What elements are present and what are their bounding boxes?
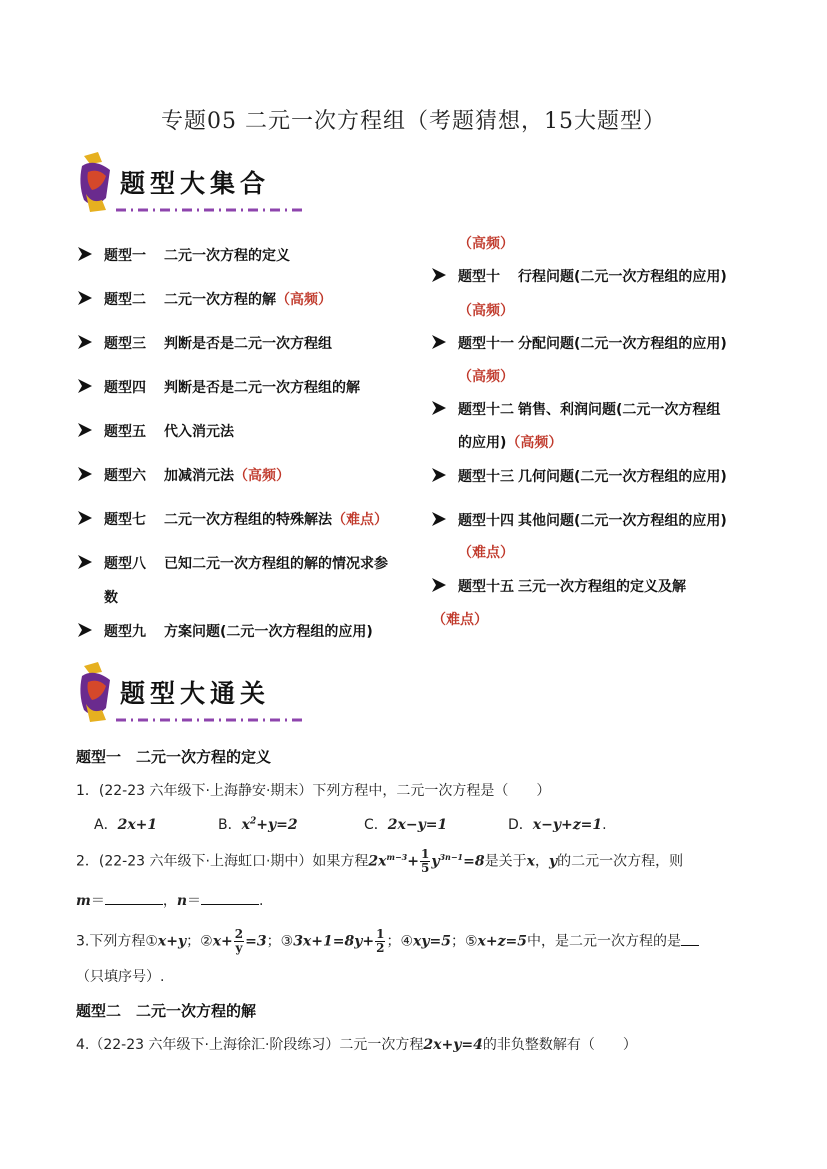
toc-name-text: 销售、利润问题(二元一次方程组 <box>518 402 721 418</box>
toc-item-wrap: 数 <box>104 590 118 606</box>
arrow-bullet-icon <box>76 289 94 307</box>
toc-label: 题型九 <box>104 624 146 640</box>
q2-prefix: 2．(22-23 六年级下·上海虹口·期中）如果方程 <box>76 853 369 870</box>
eq-term: 2x+y=4 <box>423 1037 483 1053</box>
denominator: y <box>235 941 243 955</box>
arrow-bullet-icon <box>76 553 94 571</box>
toc-label: 题型七 <box>104 512 146 528</box>
banner-title: 题型大通关 <box>120 679 271 708</box>
eq-term: =8 <box>463 853 485 870</box>
eq-sign: ＝ <box>90 893 105 909</box>
eq-term: 3x+1=8y+ <box>293 933 375 950</box>
q1-option-b <box>218 814 298 834</box>
section-heading: 题型二 二元一次方程的解 <box>76 1002 257 1020</box>
q4-text: 4.（22-23 六年级下·上海徐汇·阶段练习）二元一次方程 <box>76 1037 424 1053</box>
question-2-blanks <box>76 890 263 910</box>
option-expression: x−y+z=1 <box>532 817 603 833</box>
toc-name <box>164 621 373 641</box>
section-banner-collection <box>76 150 306 216</box>
toc-label: 题型十三 <box>458 469 514 485</box>
toc-name <box>518 510 727 530</box>
q4-text: 的非负整数解有（ ） <box>482 1037 637 1053</box>
answer-blank[interactable] <box>681 933 699 946</box>
period: . <box>259 893 264 909</box>
option-label: D． <box>508 817 533 833</box>
period: . <box>602 817 607 833</box>
toc-name-text: 已知二元一次方程组的解的情况求参 <box>164 556 388 572</box>
toc-name-text: 判断是否是二元一次方程组 <box>164 336 332 352</box>
toc-name-text: 的应用) <box>458 435 507 451</box>
variable: y <box>548 853 558 870</box>
arrow-bullet-icon <box>430 333 448 351</box>
toc-name <box>164 421 234 441</box>
question-3-line2: （只填序号）. <box>76 969 165 985</box>
eq-term: + <box>407 853 419 870</box>
toc-label: 题型十 <box>458 269 500 285</box>
toc-name-text: 二元一次方程组的特殊解法 <box>164 512 332 528</box>
q1-option-a <box>94 814 157 834</box>
toc-name-text: 行程问题(二元一次方程组的应用) <box>518 269 727 285</box>
arrow-bullet-icon <box>430 510 448 528</box>
toc-label: 题型一 <box>104 248 146 264</box>
separator: ； <box>266 933 281 950</box>
question-4 <box>76 1034 637 1054</box>
frequency-tag: （高频） <box>458 236 514 252</box>
eq-term: =3 <box>245 933 267 950</box>
option-label: B． <box>218 817 242 833</box>
option-expression: 2x+1 <box>117 817 158 833</box>
frequency-tag: （高频） <box>506 435 563 451</box>
circled-number: ② <box>200 933 213 950</box>
arrow-bullet-icon <box>430 399 448 417</box>
toc-name <box>164 553 388 573</box>
numerator: 1 <box>376 927 385 941</box>
frequency-tag: （难点） <box>432 612 488 628</box>
variable: n <box>176 893 188 909</box>
arrow-bullet-icon <box>430 466 448 484</box>
fraction <box>420 848 430 875</box>
toc-label: 题型二 <box>104 292 146 308</box>
separator: ， <box>162 893 177 909</box>
variable: x <box>526 853 535 870</box>
q3-text: 中，是二元一次方程的是 <box>527 933 682 950</box>
toc-label: 题型三 <box>104 336 146 352</box>
circled-number: ⑤ <box>464 933 478 950</box>
toc-name-text: 方案问题(二元一次方程组的应用) <box>164 624 373 640</box>
toc-name <box>164 289 332 309</box>
toc-name <box>518 466 727 486</box>
arrow-bullet-icon <box>430 266 448 284</box>
toc-label: 题型四 <box>104 380 146 396</box>
banner-title: 题型大集合 <box>120 169 271 198</box>
toc-name <box>164 333 332 353</box>
question-3 <box>76 928 699 955</box>
frequency-tag: （高频） <box>458 303 514 319</box>
toc-name <box>164 509 388 529</box>
toc-item-wrap <box>458 432 562 452</box>
eq-term: x+y <box>157 933 187 950</box>
toc-label: 题型十五 <box>458 579 514 595</box>
q2-text: 是关于 <box>484 853 527 870</box>
toc-name <box>164 465 290 485</box>
arrow-bullet-icon <box>76 333 94 351</box>
toc-name-text: 判断是否是二元一次方程组的解 <box>164 380 360 396</box>
page-title: 专题05 二元一次方程组（考题猜想，15大题型） <box>161 109 666 134</box>
q3-text: 3.下列方程 <box>76 933 146 950</box>
q2-text: 的二元一次方程，则 <box>557 853 684 870</box>
toc-name <box>518 576 686 596</box>
arrow-bullet-icon <box>76 465 94 483</box>
separator: ； <box>186 933 201 950</box>
arrow-bullet-icon <box>76 245 94 263</box>
fraction <box>234 928 244 955</box>
toc-label: 题型十二 <box>458 402 514 418</box>
frequency-tag: （高频） <box>458 369 514 385</box>
toc-name <box>518 399 720 419</box>
separator: ； <box>386 933 401 950</box>
toc-name-text: 分配问题(二元一次方程组的应用) <box>518 336 727 352</box>
exponent: m−3 <box>386 851 408 862</box>
exponent: 3n−1 <box>439 851 464 862</box>
toc-name-text: 二元一次方程的定义 <box>164 248 290 264</box>
eq-term: 2x <box>368 853 387 870</box>
toc-label: 题型六 <box>104 468 146 484</box>
fraction <box>375 928 385 955</box>
exponent: 2 <box>249 816 257 827</box>
toc-name <box>164 377 360 397</box>
toc-label: 题型八 <box>104 556 146 572</box>
toc-name <box>518 266 727 286</box>
circled-number: ④ <box>400 933 414 950</box>
toc-label: 题型五 <box>104 424 146 440</box>
eq-term: x+ <box>212 933 233 950</box>
circled-number: ③ <box>280 933 294 950</box>
arrow-bullet-icon <box>430 576 448 594</box>
eq-term: xy=5 <box>413 933 451 950</box>
question-2 <box>76 848 683 875</box>
arrow-bullet-icon <box>76 377 94 395</box>
variable: m <box>76 893 91 909</box>
toc-name-text: 三元一次方程组的定义及解 <box>518 579 686 595</box>
answer-blank-n[interactable] <box>201 892 259 905</box>
arrow-bullet-icon <box>76 509 94 527</box>
q1-option-c <box>364 814 447 834</box>
section-heading: 题型一 二元一次方程的定义 <box>76 748 272 766</box>
eq-term: y <box>431 853 440 870</box>
option-expression: x <box>241 817 250 833</box>
toc-name-text: 代入消元法 <box>164 424 234 440</box>
toc-name-text: 加减消元法 <box>164 468 234 484</box>
denominator: 2 <box>376 941 385 955</box>
section-banner-pass <box>76 660 306 726</box>
toc-name-text: 其他问题(二元一次方程组的应用) <box>518 513 727 529</box>
numerator: 2 <box>234 927 244 941</box>
frequency-tag: （高频） <box>276 292 332 308</box>
eq-term: x+z=5 <box>477 933 528 950</box>
option-expression: +y=2 <box>256 817 298 833</box>
q1-option-d <box>508 814 607 834</box>
answer-blank-m[interactable] <box>105 892 163 905</box>
option-label: A． <box>94 817 118 833</box>
frequency-tag: （高频） <box>234 468 290 484</box>
separator: ； <box>450 933 465 950</box>
toc-label: 题型十四 <box>458 513 514 529</box>
frequency-tag: （难点） <box>332 512 388 528</box>
toc-name <box>164 245 290 265</box>
denominator: 5 <box>420 861 430 875</box>
toc-name <box>518 333 727 353</box>
frequency-tag: （难点） <box>458 545 514 561</box>
numerator: 1 <box>420 847 430 861</box>
eq-sign: ＝ <box>187 893 202 909</box>
circled-number: ① <box>145 933 158 950</box>
toc-label: 题型十一 <box>458 336 514 352</box>
option-expression: 2x−y=1 <box>387 817 448 833</box>
q2-text: ， <box>534 853 549 870</box>
toc-name-text: 几何问题(二元一次方程组的应用) <box>518 469 727 485</box>
arrow-bullet-icon <box>76 621 94 639</box>
toc-name-text: 二元一次方程的解 <box>164 292 276 308</box>
question-1: 1．(22-23 六年级下·上海静安·期末）下列方程中，二元一次方程是（ ） <box>76 783 551 799</box>
arrow-bullet-icon <box>76 421 94 439</box>
option-label: C． <box>364 817 388 833</box>
